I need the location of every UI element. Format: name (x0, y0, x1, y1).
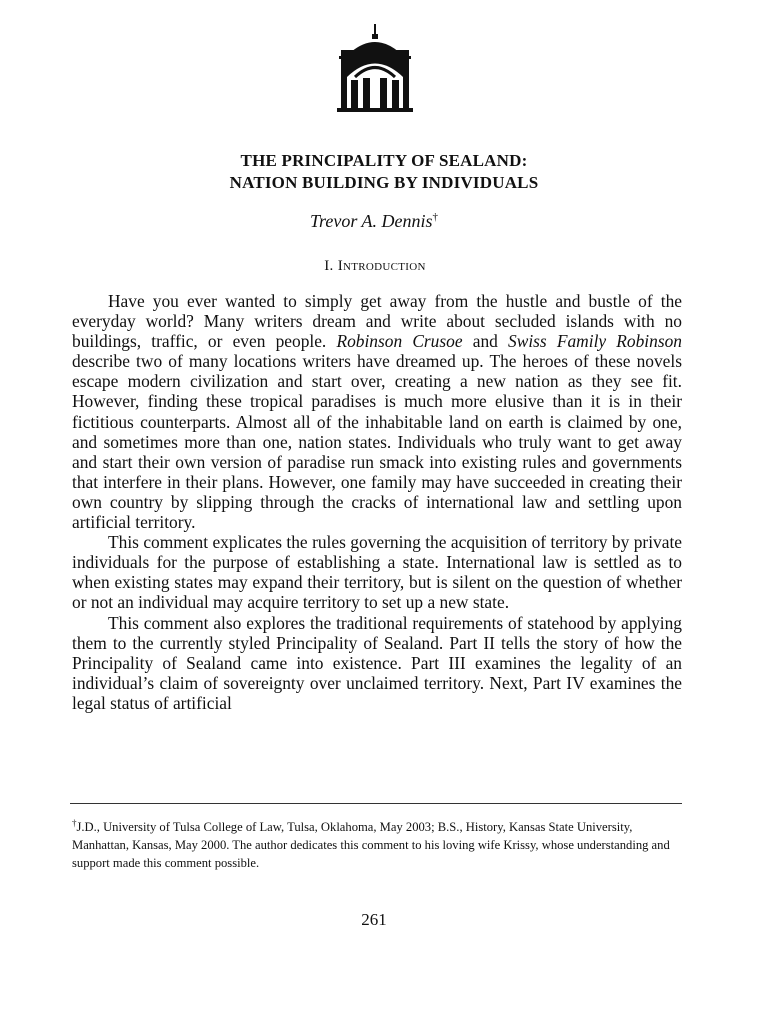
footnote (72, 814, 684, 872)
paragraph-1-text-b: describe two of many locations writers have dreamed up. The heroes of these novels escape modern civilization and start over, creating a new nation as they see fit. However, finding these tropical paradises is much more elusive than it is in their fictitious counterparts. Almost all of the inhabitable land on earth is claimed by one, and sometimes more than one, nation states. Individuals who truly want to get away and start their own version of paradise run smack into existing rules and governments that interfere in their plans. However, one family may have succeeded in creating their own country by slipping through the cracks of international law and settling upon artificial territory. (72, 351, 682, 533)
footnote-mark: † (72, 818, 77, 828)
paragraph-3: This comment also explores the traditional requirements of statehood by applying them to the currently styled Principality of Sealand. Part II tells the story of how the Principality of Sealand came into existence. Part III examines the legality of an individual’s claim of sovereignty over unclaimed territory. Next, Part IV examines the legal status of artificial (72, 612, 682, 713)
section-title: Introduction (337, 258, 426, 274)
section-heading (0, 258, 750, 275)
article-body (72, 291, 682, 713)
paragraph-1-and: and (462, 331, 509, 352)
section-numeral: I. (324, 258, 334, 274)
article-title-line-1: THE PRINCIPALITY OF SEALAND: (240, 151, 528, 170)
paragraph-1 (72, 291, 682, 532)
article-title-line-2: NATION BUILDING BY INDIVIDUALS (229, 173, 539, 192)
page-number: 261 (361, 910, 387, 929)
paragraph-2: This comment explicates the rules governing the acquisition of territory by private individuals for the purpose of establishing a state. International law is settled as to when existing states may expand their territory, but is silent on the question of whether or not an individual may acquire territory to set up a new state. (72, 532, 682, 613)
author-name: Trevor A. Dennis (309, 211, 433, 231)
paragraph-1-text-a: Have you ever wanted to simply get away from the hustle and bustle of the everyday world? Many writers dream and write about secluded islands with no buildings, traffic, or even people. (72, 291, 682, 352)
article-title (0, 150, 768, 194)
publisher-logo-icon (335, 22, 415, 112)
book-title-swiss-family-robinson: Swiss Family Robinson (508, 331, 682, 352)
footnote-divider (70, 803, 682, 804)
author-byline (0, 211, 748, 232)
book-title-robinson-crusoe: Robinson Crusoe (336, 331, 463, 352)
author-footnote-mark: † (432, 211, 438, 223)
footnote-text: J.D., University of Tulsa College of Law, Tulsa, Oklahoma, May 2003; B.S., History, Kansas State University, Manhattan, Kansas, May 2000. The author dedicates this comment to his loving wife Krissy, whose understanding and support made this comment possible. (72, 820, 670, 871)
